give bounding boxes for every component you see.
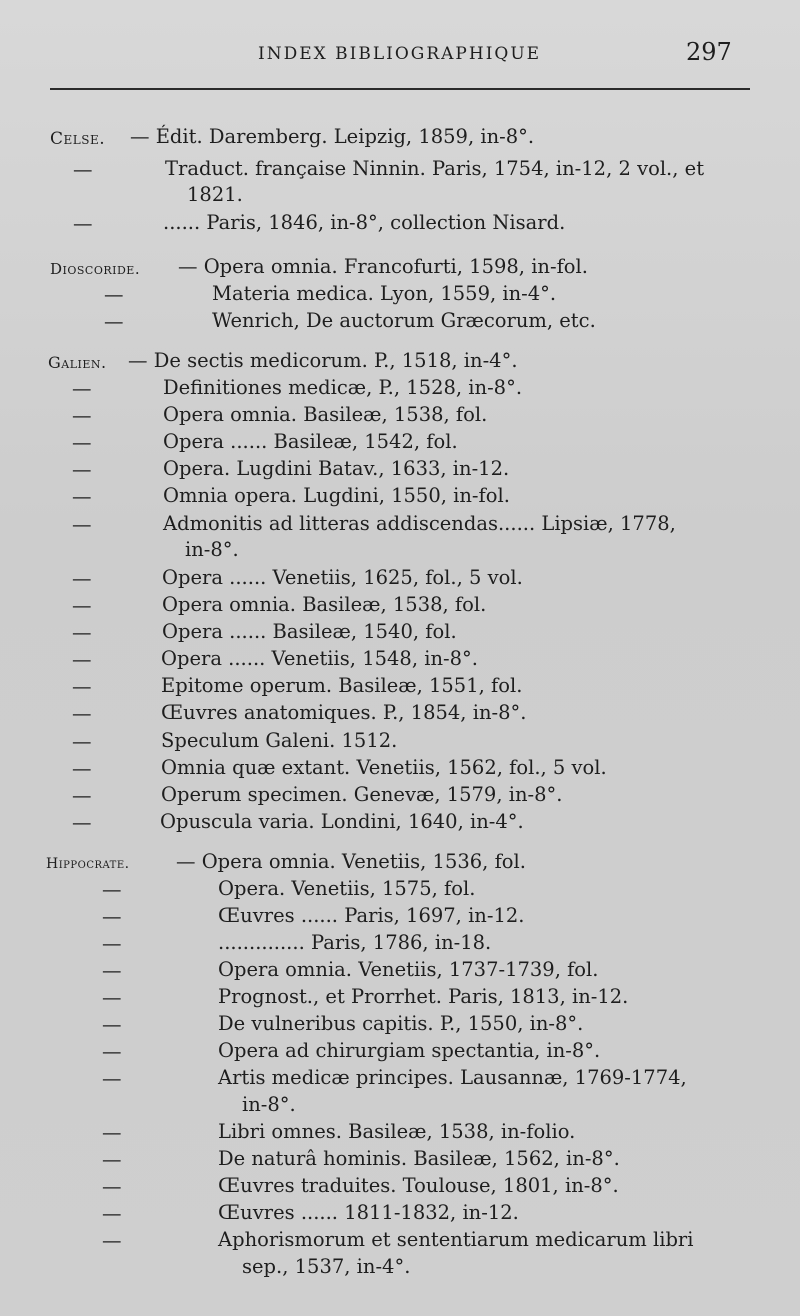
ditto-mark: —: [102, 878, 122, 901]
bibliography-line: Omnia opera. Lugdini, 1550, in-fol.: [163, 484, 510, 507]
ditto-mark: —: [104, 310, 124, 333]
bibliography-line: Œuvres traduites. Toulouse, 1801, in-8°.: [218, 1174, 619, 1197]
author-name: Hippocrate.: [46, 856, 130, 872]
bibliography-line: Opera omnia. Venetiis, 1737-1739, fol.: [218, 958, 599, 981]
ditto-mark: —: [72, 567, 92, 590]
bibliography-line: Opuscula varia. Londini, 1640, in-4°.: [160, 810, 524, 833]
bibliography-line: Traduct. française Ninnin. Paris, 1754, in-12, 2 vol., et: [165, 157, 705, 180]
bibliography-line: Opera ...... Basileæ, 1542, fol.: [163, 430, 458, 453]
ditto-mark: —: [72, 621, 92, 644]
ditto-mark: —: [73, 212, 93, 235]
ditto-mark: —: [102, 959, 122, 982]
bibliography-line: — De sectis medicorum. P., 1518, in-4°.: [128, 349, 518, 372]
bibliography-line: Materia medica. Lyon, 1559, in-4°.: [212, 282, 557, 305]
ditto-mark: —: [102, 1202, 122, 1225]
ditto-mark: —: [72, 404, 92, 427]
bibliography-line: Speculum Galeni. 1512.: [161, 729, 398, 752]
ditto-mark: —: [102, 1067, 122, 1090]
ditto-mark: —: [72, 485, 92, 508]
author-name: Dioscoride.: [50, 260, 141, 278]
bibliography-line: in-8°.: [242, 1093, 296, 1116]
bibliography-line: Opera ...... Basileæ, 1540, fol.: [162, 620, 457, 643]
ditto-mark: —: [102, 1040, 122, 1063]
ditto-mark: —: [102, 1175, 122, 1198]
bibliography-line: Opera. Venetiis, 1575, fol.: [218, 877, 476, 900]
ditto-mark: —: [72, 594, 92, 617]
ditto-mark: —: [102, 1013, 122, 1036]
bibliography-line: 1821.: [187, 183, 243, 206]
ditto-mark: —: [102, 986, 122, 1009]
bibliography-line: sep., 1537, in-4°.: [242, 1255, 411, 1278]
bibliography-line: Omnia quæ extant. Venetiis, 1562, fol., 5 vol.: [161, 756, 607, 779]
bibliography-line: Opera omnia. Basileæ, 1538, fol.: [162, 593, 487, 616]
header-rule: [50, 88, 750, 90]
ditto-mark: —: [102, 1148, 122, 1171]
ditto-mark: —: [72, 730, 92, 753]
bibliography-line: Aphorismorum et sententiarum medicarum libri: [218, 1228, 694, 1251]
bibliography-line: Opera ...... Venetiis, 1548, in-8°.: [161, 647, 478, 670]
bibliography-line: Œuvres ...... 1811-1832, in-12.: [218, 1201, 519, 1224]
author-name: Celse.: [50, 129, 106, 149]
ditto-mark: —: [72, 757, 92, 780]
ditto-mark: —: [72, 431, 92, 454]
bibliography-line: De vulneribus capitis. P., 1550, in-8°.: [218, 1012, 584, 1035]
bibliography-line: Opera ad chirurgiam spectantia, in-8°.: [218, 1039, 601, 1062]
ditto-mark: —: [102, 1121, 122, 1144]
bibliography-line: Opera ...... Venetiis, 1625, fol., 5 vol.: [162, 566, 523, 589]
bibliography-line: in-8°.: [185, 538, 239, 561]
ditto-mark: —: [72, 702, 92, 725]
bibliography-line: Definitiones medicæ, P., 1528, in-8°.: [163, 376, 523, 399]
bibliography-line: Artis medicæ principes. Lausannæ, 1769-1774,: [218, 1066, 687, 1089]
bibliography-line: Epitome operum. Basileæ, 1551, fol.: [161, 674, 523, 697]
bibliography-line: Opera omnia. Basileæ, 1538, fol.: [163, 403, 488, 426]
bibliography-line: ...... Paris, 1846, in-8°, collection Nisard.: [163, 211, 566, 234]
bibliography-line: Œuvres ...... Paris, 1697, in-12.: [218, 904, 525, 927]
bibliography-line: Œuvres anatomiques. P., 1854, in-8°.: [161, 701, 527, 724]
bibliography-line: — Édit. Daremberg. Leipzig, 1859, in-8°.: [130, 125, 535, 148]
bibliography-line: Libri omnes. Basileæ, 1538, in-folio.: [218, 1120, 576, 1143]
ditto-mark: —: [102, 932, 122, 955]
bibliography-line: Opera. Lugdini Batav., 1633, in-12.: [163, 457, 510, 480]
bibliography-line: .............. Paris, 1786, in-18.: [218, 931, 492, 954]
ditto-mark: —: [72, 648, 92, 671]
ditto-mark: —: [72, 784, 92, 807]
bibliography-line: Operum specimen. Genevæ, 1579, in-8°.: [161, 783, 563, 806]
running-title: INDEX BIBLIOGRAPHIQUE: [258, 44, 542, 64]
ditto-mark: —: [72, 811, 92, 834]
ditto-mark: —: [102, 1229, 122, 1252]
ditto-mark: —: [72, 513, 92, 536]
author-name: Galien.: [48, 353, 107, 372]
page-number: 297: [686, 38, 732, 66]
bibliography-line: — Opera omnia. Venetiis, 1536, fol.: [176, 850, 526, 873]
ditto-mark: —: [102, 905, 122, 928]
page-header: [0, 40, 800, 80]
bibliography-line: Prognost., et Prorrhet. Paris, 1813, in-12.: [218, 985, 629, 1008]
bibliography-line: — Opera omnia. Francofurti, 1598, in-fol.: [178, 255, 588, 278]
ditto-mark: —: [72, 458, 92, 481]
ditto-mark: —: [104, 283, 124, 306]
bibliography-line: Admonitis ad litteras addiscendas...... Lipsiæ, 1778,: [163, 512, 676, 535]
bibliography-line: Wenrich, De auctorum Græcorum, etc.: [212, 309, 596, 332]
ditto-mark: —: [72, 675, 92, 698]
ditto-mark: —: [73, 158, 93, 181]
ditto-mark: —: [72, 377, 92, 400]
bibliography-line: De naturâ hominis. Basileæ, 1562, in-8°.: [218, 1147, 620, 1170]
